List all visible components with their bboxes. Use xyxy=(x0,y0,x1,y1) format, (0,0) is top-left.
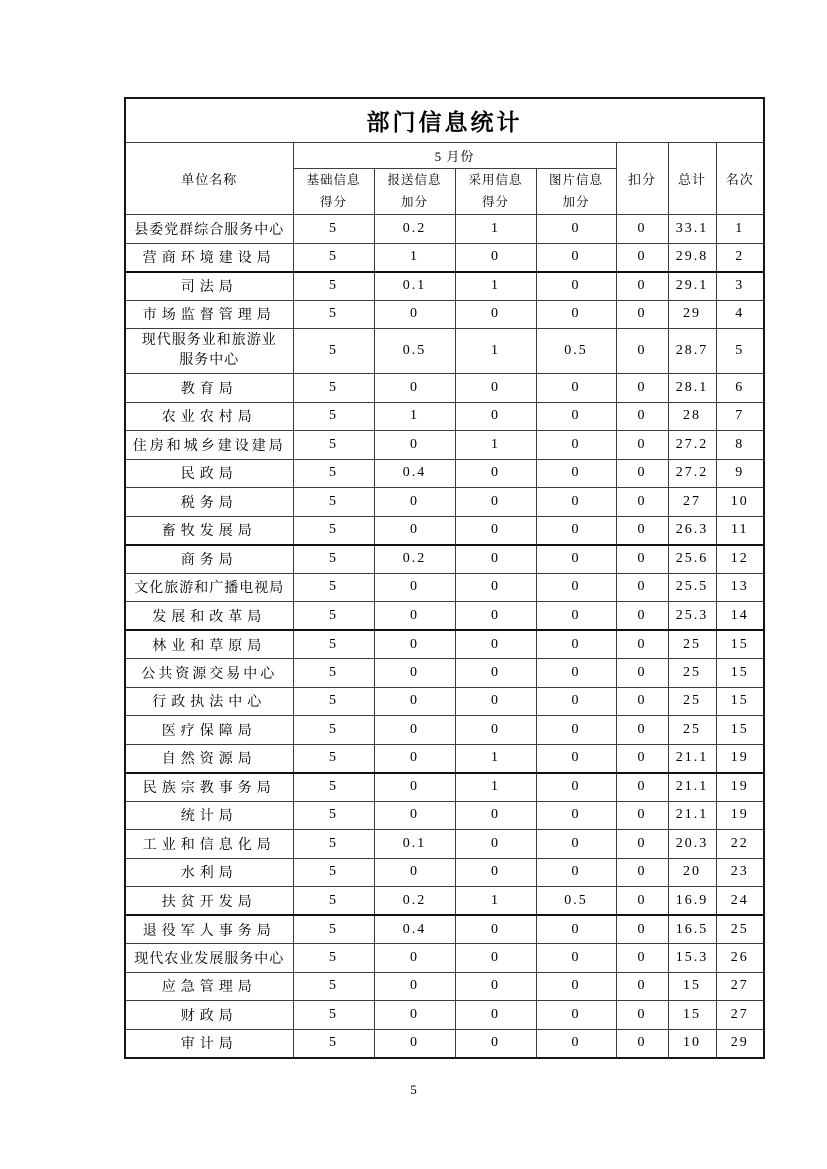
table-row xyxy=(125,801,764,830)
photo-info-bonus-cell: 0 xyxy=(536,516,616,545)
adopted-info-score-cell: 0 xyxy=(455,459,536,488)
col-group-header-month: 5 月份 xyxy=(293,143,616,169)
deduction-cell: 0 xyxy=(616,374,668,403)
rank-cell: 19 xyxy=(716,744,764,773)
adopted-info-score-cell: 0 xyxy=(455,1001,536,1030)
rank-cell: 5 xyxy=(716,329,764,374)
photo-info-bonus-cell: 0 xyxy=(536,431,616,460)
deduction-cell: 0 xyxy=(616,630,668,659)
deduction-cell: 0 xyxy=(616,1029,668,1058)
adopted-info-score-cell: 0 xyxy=(455,801,536,830)
deduction-cell: 0 xyxy=(616,687,668,716)
photo-info-bonus-cell: 0 xyxy=(536,602,616,631)
submitted-info-bonus-cell: 0 xyxy=(374,1029,455,1058)
unit-name-cell: 民政局 xyxy=(125,459,293,488)
total-cell: 15.3 xyxy=(668,944,716,973)
department-statistics-table xyxy=(124,97,765,1059)
unit-name-cell: 统计局 xyxy=(125,801,293,830)
adopted-info-score-cell: 0 xyxy=(455,944,536,973)
adopted-info-score-cell: 1 xyxy=(455,887,536,916)
submitted-info-bonus-cell: 1 xyxy=(374,243,455,272)
deduction-cell: 0 xyxy=(616,431,668,460)
deduction-cell: 0 xyxy=(616,773,668,802)
photo-info-bonus-cell: 0 xyxy=(536,830,616,859)
submitted-info-bonus-cell: 0.4 xyxy=(374,459,455,488)
photo-info-bonus-cell: 0.5 xyxy=(536,887,616,916)
base-info-score-cell: 5 xyxy=(293,272,374,301)
unit-name-cell: 财政局 xyxy=(125,1001,293,1030)
table-row xyxy=(125,215,764,244)
submitted-info-bonus-cell: 0.1 xyxy=(374,272,455,301)
submitted-info-bonus-cell: 0 xyxy=(374,687,455,716)
photo-info-bonus-cell: 0 xyxy=(536,573,616,602)
base-info-score-cell: 5 xyxy=(293,858,374,887)
deduction-cell: 0 xyxy=(616,402,668,431)
base-info-score-cell: 5 xyxy=(293,516,374,545)
table-row xyxy=(125,687,764,716)
submitted-info-bonus-cell: 0 xyxy=(374,744,455,773)
base-info-score-cell: 5 xyxy=(293,602,374,631)
col-header-photo-info-bonus: 图片信息 加分 xyxy=(536,169,616,215)
submitted-info-bonus-cell: 0 xyxy=(374,374,455,403)
base-info-score-cell: 5 xyxy=(293,243,374,272)
base-info-score-cell: 5 xyxy=(293,630,374,659)
adopted-info-score-cell: 0 xyxy=(455,402,536,431)
adopted-info-score-cell: 0 xyxy=(455,1029,536,1058)
unit-name-cell: 发展和改革局 xyxy=(125,602,293,631)
base-info-score-cell: 5 xyxy=(293,545,374,574)
submitted-info-bonus-cell: 0 xyxy=(374,573,455,602)
unit-name-cell: 营商环境建设局 xyxy=(125,243,293,272)
adopted-info-score-cell: 0 xyxy=(455,602,536,631)
rank-cell: 13 xyxy=(716,573,764,602)
submitted-info-bonus-cell: 0 xyxy=(374,801,455,830)
deduction-cell: 0 xyxy=(616,801,668,830)
rank-cell: 9 xyxy=(716,459,764,488)
rank-cell: 19 xyxy=(716,773,764,802)
unit-name-cell: 商务局 xyxy=(125,545,293,574)
unit-name-cell: 司法局 xyxy=(125,272,293,301)
adopted-info-score-cell: 0 xyxy=(455,516,536,545)
base-info-score-cell: 5 xyxy=(293,687,374,716)
photo-info-bonus-cell: 0 xyxy=(536,858,616,887)
total-cell: 25 xyxy=(668,716,716,745)
rank-cell: 7 xyxy=(716,402,764,431)
table-body xyxy=(125,215,764,1058)
table-row xyxy=(125,402,764,431)
header-row-month xyxy=(125,143,764,169)
total-cell: 25.5 xyxy=(668,573,716,602)
deduction-cell: 0 xyxy=(616,1001,668,1030)
submitted-info-bonus-cell: 0 xyxy=(374,300,455,329)
deduction-cell: 0 xyxy=(616,972,668,1001)
submitted-info-bonus-cell: 0 xyxy=(374,1001,455,1030)
total-cell: 10 xyxy=(668,1029,716,1058)
rank-cell: 10 xyxy=(716,488,764,517)
deduction-cell: 0 xyxy=(616,329,668,374)
base-info-score-cell: 5 xyxy=(293,459,374,488)
base-info-score-cell: 5 xyxy=(293,830,374,859)
table-row xyxy=(125,944,764,973)
photo-info-bonus-cell: 0 xyxy=(536,1001,616,1030)
photo-info-bonus-cell: 0 xyxy=(536,744,616,773)
photo-info-bonus-cell: 0 xyxy=(536,215,616,244)
deduction-cell: 0 xyxy=(616,459,668,488)
unit-name-cell: 应急管理局 xyxy=(125,972,293,1001)
unit-name-cell: 税务局 xyxy=(125,488,293,517)
total-cell: 33.1 xyxy=(668,215,716,244)
unit-name-cell: 退役军人事务局 xyxy=(125,915,293,944)
rank-cell: 29 xyxy=(716,1029,764,1058)
table-row xyxy=(125,972,764,1001)
adopted-info-score-cell: 1 xyxy=(455,431,536,460)
deduction-cell: 0 xyxy=(616,915,668,944)
submitted-info-bonus-cell: 0 xyxy=(374,431,455,460)
table-row xyxy=(125,744,764,773)
unit-name-cell: 民族宗教事务局 xyxy=(125,773,293,802)
adopted-info-score-cell: 0 xyxy=(455,716,536,745)
base-info-score-cell: 5 xyxy=(293,887,374,916)
deduction-cell: 0 xyxy=(616,744,668,773)
submitted-info-bonus-cell: 0.1 xyxy=(374,830,455,859)
adopted-info-score-cell: 1 xyxy=(455,744,536,773)
base-info-score-cell: 5 xyxy=(293,215,374,244)
base-info-score-cell: 5 xyxy=(293,972,374,1001)
submitted-info-bonus-cell: 0 xyxy=(374,716,455,745)
table-row xyxy=(125,773,764,802)
deduction-cell: 0 xyxy=(616,858,668,887)
adopted-info-score-cell: 0 xyxy=(455,243,536,272)
total-cell: 25.6 xyxy=(668,545,716,574)
base-info-score-cell: 5 xyxy=(293,488,374,517)
photo-info-bonus-cell: 0 xyxy=(536,630,616,659)
rank-cell: 19 xyxy=(716,801,764,830)
total-cell: 20 xyxy=(668,858,716,887)
table-row xyxy=(125,329,764,374)
base-info-score-cell: 5 xyxy=(293,431,374,460)
deduction-cell: 0 xyxy=(616,272,668,301)
rank-cell: 14 xyxy=(716,602,764,631)
rank-cell: 2 xyxy=(716,243,764,272)
rank-cell: 15 xyxy=(716,659,764,688)
unit-name-cell: 林业和草原局 xyxy=(125,630,293,659)
unit-name-cell: 审计局 xyxy=(125,1029,293,1058)
base-info-score-cell: 5 xyxy=(293,1001,374,1030)
total-cell: 15 xyxy=(668,972,716,1001)
rank-cell: 12 xyxy=(716,545,764,574)
table-row xyxy=(125,272,764,301)
unit-name-cell: 现代农业发展服务中心 xyxy=(125,944,293,973)
photo-info-bonus-cell: 0 xyxy=(536,243,616,272)
total-cell: 21.1 xyxy=(668,801,716,830)
base-info-score-cell: 5 xyxy=(293,744,374,773)
unit-name-cell: 公共资源交易中心 xyxy=(125,659,293,688)
total-cell: 29.8 xyxy=(668,243,716,272)
submitted-info-bonus-cell: 0.5 xyxy=(374,329,455,374)
total-cell: 27 xyxy=(668,488,716,517)
unit-name-cell: 住房和城乡建设建局 xyxy=(125,431,293,460)
total-cell: 21.1 xyxy=(668,773,716,802)
rank-cell: 15 xyxy=(716,687,764,716)
photo-info-bonus-cell: 0 xyxy=(536,687,616,716)
photo-info-bonus-cell: 0 xyxy=(536,459,616,488)
photo-info-bonus-cell: 0 xyxy=(536,915,616,944)
adopted-info-score-cell: 1 xyxy=(455,215,536,244)
adopted-info-score-cell: 0 xyxy=(455,545,536,574)
col-header-total: 总计 xyxy=(668,143,716,215)
unit-name-cell: 畜牧发展局 xyxy=(125,516,293,545)
col-header-base-info-score: 基础信息 得分 xyxy=(293,169,374,215)
submitted-info-bonus-cell: 0.4 xyxy=(374,915,455,944)
base-info-score-cell: 5 xyxy=(293,374,374,403)
rank-cell: 6 xyxy=(716,374,764,403)
deduction-cell: 0 xyxy=(616,300,668,329)
photo-info-bonus-cell: 0 xyxy=(536,1029,616,1058)
adopted-info-score-cell: 0 xyxy=(455,488,536,517)
rank-cell: 15 xyxy=(716,630,764,659)
adopted-info-score-cell: 1 xyxy=(455,773,536,802)
deduction-cell: 0 xyxy=(616,215,668,244)
table-row xyxy=(125,716,764,745)
base-info-score-cell: 5 xyxy=(293,659,374,688)
submitted-info-bonus-cell: 0 xyxy=(374,630,455,659)
unit-name-cell: 自然资源局 xyxy=(125,744,293,773)
submitted-info-bonus-cell: 0.2 xyxy=(374,887,455,916)
total-cell: 15 xyxy=(668,1001,716,1030)
photo-info-bonus-cell: 0 xyxy=(536,659,616,688)
deduction-cell: 0 xyxy=(616,516,668,545)
total-cell: 29 xyxy=(668,300,716,329)
photo-info-bonus-cell: 0 xyxy=(536,488,616,517)
deduction-cell: 0 xyxy=(616,659,668,688)
deduction-cell: 0 xyxy=(616,716,668,745)
rank-cell: 26 xyxy=(716,944,764,973)
deduction-cell: 0 xyxy=(616,830,668,859)
total-cell: 16.5 xyxy=(668,915,716,944)
adopted-info-score-cell: 0 xyxy=(455,830,536,859)
total-cell: 25 xyxy=(668,630,716,659)
base-info-score-cell: 5 xyxy=(293,915,374,944)
page-number: 5 xyxy=(410,1082,417,1097)
unit-name-cell: 教育局 xyxy=(125,374,293,403)
adopted-info-score-cell: 1 xyxy=(455,272,536,301)
photo-info-bonus-cell: 0 xyxy=(536,545,616,574)
table-row xyxy=(125,915,764,944)
deduction-cell: 0 xyxy=(616,944,668,973)
submitted-info-bonus-cell: 0 xyxy=(374,858,455,887)
table-row xyxy=(125,887,764,916)
deduction-cell: 0 xyxy=(616,602,668,631)
adopted-info-score-cell: 1 xyxy=(455,329,536,374)
table-row xyxy=(125,488,764,517)
col-header-unit-name: 单位名称 xyxy=(125,143,293,215)
table-row xyxy=(125,431,764,460)
rank-cell: 4 xyxy=(716,300,764,329)
unit-name-cell: 扶贫开发局 xyxy=(125,887,293,916)
total-cell: 29.1 xyxy=(668,272,716,301)
total-cell: 21.1 xyxy=(668,744,716,773)
table-row xyxy=(125,830,764,859)
adopted-info-score-cell: 0 xyxy=(455,915,536,944)
adopted-info-score-cell: 0 xyxy=(455,858,536,887)
total-cell: 27.2 xyxy=(668,459,716,488)
table-header xyxy=(125,98,764,215)
rank-cell: 23 xyxy=(716,858,764,887)
table-row xyxy=(125,545,764,574)
base-info-score-cell: 5 xyxy=(293,801,374,830)
table-row xyxy=(125,1001,764,1030)
submitted-info-bonus-cell: 0 xyxy=(374,972,455,1001)
adopted-info-score-cell: 0 xyxy=(455,374,536,403)
total-cell: 25.3 xyxy=(668,602,716,631)
photo-info-bonus-cell: 0 xyxy=(536,716,616,745)
table-row xyxy=(125,300,764,329)
total-cell: 25 xyxy=(668,659,716,688)
base-info-score-cell: 5 xyxy=(293,573,374,602)
unit-name-cell: 工业和信息化局 xyxy=(125,830,293,859)
deduction-cell: 0 xyxy=(616,887,668,916)
adopted-info-score-cell: 0 xyxy=(455,972,536,1001)
total-cell: 20.3 xyxy=(668,830,716,859)
rank-cell: 25 xyxy=(716,915,764,944)
deduction-cell: 0 xyxy=(616,545,668,574)
unit-name-cell: 市场监督管理局 xyxy=(125,300,293,329)
rank-cell: 24 xyxy=(716,887,764,916)
adopted-info-score-cell: 0 xyxy=(455,630,536,659)
table-row xyxy=(125,573,764,602)
table-row xyxy=(125,459,764,488)
photo-info-bonus-cell: 0 xyxy=(536,944,616,973)
rank-cell: 3 xyxy=(716,272,764,301)
unit-name-cell: 文化旅游和广播电视局 xyxy=(125,573,293,602)
total-cell: 25 xyxy=(668,687,716,716)
rank-cell: 22 xyxy=(716,830,764,859)
adopted-info-score-cell: 0 xyxy=(455,659,536,688)
photo-info-bonus-cell: 0 xyxy=(536,402,616,431)
total-cell: 28.1 xyxy=(668,374,716,403)
table-row xyxy=(125,602,764,631)
base-info-score-cell: 5 xyxy=(293,402,374,431)
submitted-info-bonus-cell: 0 xyxy=(374,516,455,545)
col-header-submitted-info-bonus: 报送信息 加分 xyxy=(374,169,455,215)
base-info-score-cell: 5 xyxy=(293,329,374,374)
rank-cell: 8 xyxy=(716,431,764,460)
table-row xyxy=(125,243,764,272)
rank-cell: 15 xyxy=(716,716,764,745)
total-cell: 26.3 xyxy=(668,516,716,545)
unit-name-cell: 水利局 xyxy=(125,858,293,887)
base-info-score-cell: 5 xyxy=(293,1029,374,1058)
table-row xyxy=(125,659,764,688)
submitted-info-bonus-cell: 0 xyxy=(374,659,455,688)
unit-name-cell: 医疗保障局 xyxy=(125,716,293,745)
base-info-score-cell: 5 xyxy=(293,300,374,329)
submitted-info-bonus-cell: 0.2 xyxy=(374,215,455,244)
rank-cell: 27 xyxy=(716,1001,764,1030)
photo-info-bonus-cell: 0 xyxy=(536,374,616,403)
deduction-cell: 0 xyxy=(616,243,668,272)
total-cell: 28.7 xyxy=(668,329,716,374)
photo-info-bonus-cell: 0.5 xyxy=(536,329,616,374)
rank-cell: 11 xyxy=(716,516,764,545)
table-row xyxy=(125,858,764,887)
adopted-info-score-cell: 0 xyxy=(455,573,536,602)
base-info-score-cell: 5 xyxy=(293,773,374,802)
submitted-info-bonus-cell: 1 xyxy=(374,402,455,431)
submitted-info-bonus-cell: 0 xyxy=(374,773,455,802)
unit-name-cell: 县委党群综合服务中心 xyxy=(125,215,293,244)
base-info-score-cell: 5 xyxy=(293,716,374,745)
adopted-info-score-cell: 0 xyxy=(455,687,536,716)
col-header-adopted-info-score: 采用信息 得分 xyxy=(455,169,536,215)
submitted-info-bonus-cell: 0 xyxy=(374,602,455,631)
rank-cell: 1 xyxy=(716,215,764,244)
unit-name-cell: 农业农村局 xyxy=(125,402,293,431)
base-info-score-cell: 5 xyxy=(293,944,374,973)
submitted-info-bonus-cell: 0 xyxy=(374,488,455,517)
photo-info-bonus-cell: 0 xyxy=(536,300,616,329)
table-row xyxy=(125,516,764,545)
deduction-cell: 0 xyxy=(616,488,668,517)
adopted-info-score-cell: 0 xyxy=(455,300,536,329)
photo-info-bonus-cell: 0 xyxy=(536,272,616,301)
table-row xyxy=(125,1029,764,1058)
unit-name-cell: 现代服务业和旅游业 服务中心 xyxy=(125,329,293,374)
table-row xyxy=(125,630,764,659)
photo-info-bonus-cell: 0 xyxy=(536,801,616,830)
submitted-info-bonus-cell: 0.2 xyxy=(374,545,455,574)
total-cell: 16.9 xyxy=(668,887,716,916)
deduction-cell: 0 xyxy=(616,573,668,602)
table-title: 部门信息统计 xyxy=(125,98,764,143)
photo-info-bonus-cell: 0 xyxy=(536,972,616,1001)
col-header-deduction: 扣分 xyxy=(616,143,668,215)
submitted-info-bonus-cell: 0 xyxy=(374,944,455,973)
unit-name-cell: 行政执法中心 xyxy=(125,687,293,716)
rank-cell: 27 xyxy=(716,972,764,1001)
table-row xyxy=(125,374,764,403)
col-header-rank: 名次 xyxy=(716,143,764,215)
title-row xyxy=(125,98,764,143)
total-cell: 27.2 xyxy=(668,431,716,460)
photo-info-bonus-cell: 0 xyxy=(536,773,616,802)
total-cell: 28 xyxy=(668,402,716,431)
